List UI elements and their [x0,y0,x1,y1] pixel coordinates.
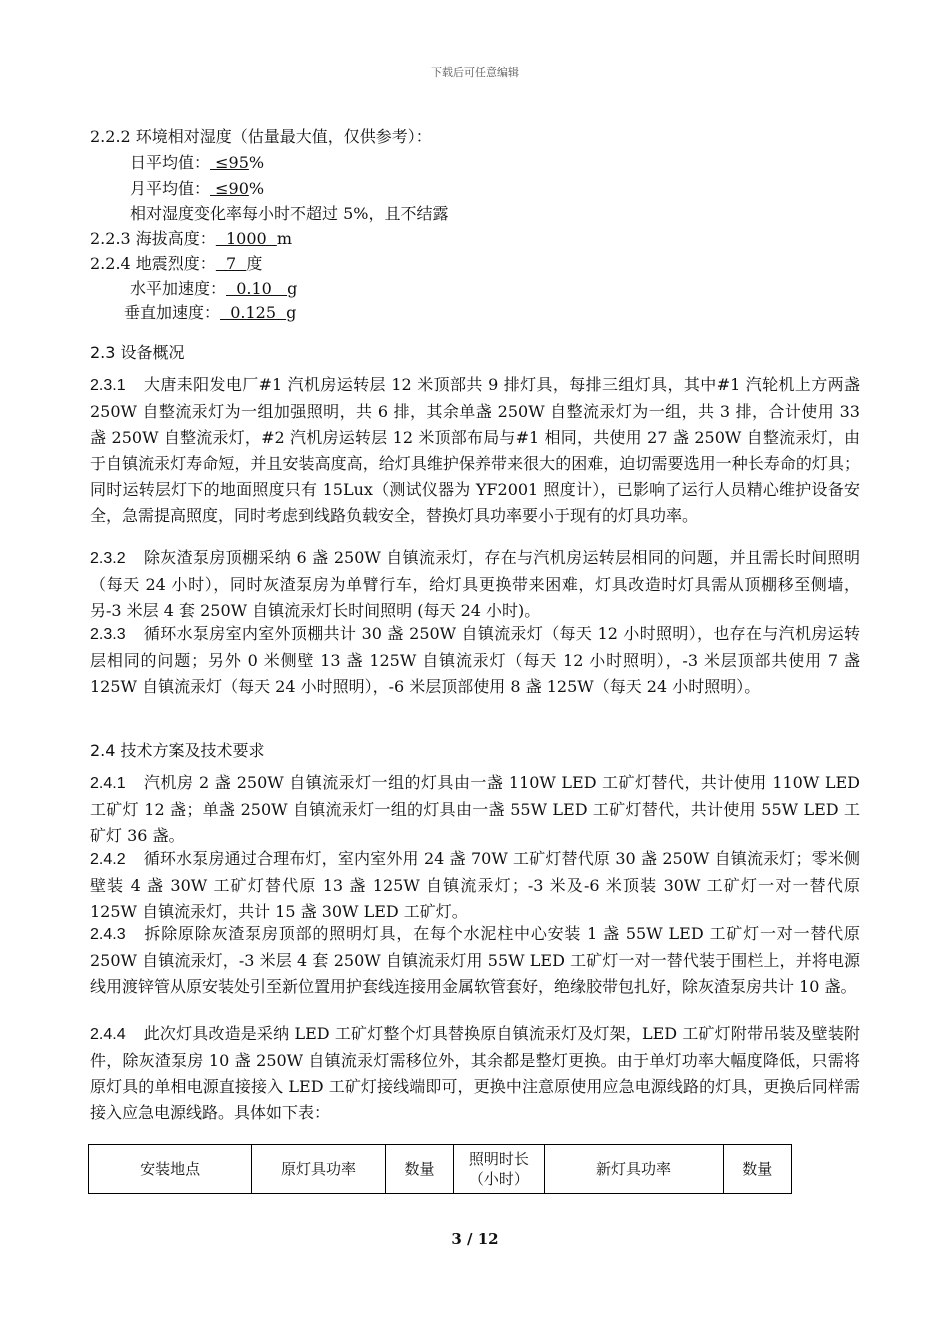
paragraph-number: 2.4.2 [90,851,126,868]
humidity-title: 2.2.2 环境相对湿度（估量最大值，仅供参考）： [90,127,432,146]
header-original-power: 原灯具功率 [252,1145,386,1194]
vertical-accel-unit: g [286,303,297,322]
section-2-3-heading: 2.3 设备概况 [90,343,185,362]
paragraph-text: 拆除原除灰渣泵房顶部的照明灯具，在每个水泥柱中心安装 1 盏 55W LED 工矿灯一对一替代原 250W 自镇流汞灯，-3 米层 4 套 250W 自镇流汞灯用 55W LED 工矿灯一对一替代装于围栏上，并将电源线用渡锌管从原安装处引至新位置用护套线连接用金属软管套好，绝缘胶带包扎好，除灰渣泵房共计 10 盏。 [90,924,860,996]
paragraph-2-4-1 [90,770,860,849]
humidity-monthly [130,179,264,199]
humidity-monthly-unit: % [248,179,265,198]
paragraph-number: 2.3.1 [90,377,126,394]
paragraph-2-3-1 [90,372,860,529]
page-header: 下载后可任意编辑 [431,66,519,79]
paragraph-2-3-3 [90,621,860,700]
humidity-rate-note: 相对湿度变化率每小时不超过 5%，且不结露 [130,204,449,223]
paragraph-text: 循环水泵房通过合理布灯，室内室外用 24 盏 70W 工矿灯替代原 30 盏 250W 自镇流汞灯；零米侧壁装 4 盏 30W 工矿灯替代原 13 盏 125W 自镇流汞灯；-3 米及-6 米顶装 30W 工矿灯一对一替代原 125W 自镇流汞灯，共计 15 盏 30W LED 工矿灯。 [90,849,860,921]
paragraph-number: 2.4.3 [90,926,126,943]
horizontal-accel-line [130,279,297,299]
paragraph-number: 2.4.1 [90,775,126,792]
paragraph-number: 2.3.2 [90,550,126,567]
header-lighting-hours: 照明时长 （小时） [454,1145,544,1194]
paragraph-2-4-3 [90,921,860,1000]
section-2-4-heading: 2.4 技术方案及技术要求 [90,741,265,760]
altitude-unit: m [276,229,293,248]
humidity-daily-label: 日平均值： [130,153,211,172]
page-number: 3 / 12 [451,1230,499,1248]
header-quantity: 数量 [385,1145,453,1194]
altitude-value: 1000 [215,229,277,248]
humidity-daily [130,153,264,173]
seismic-unit: 度 [246,254,263,273]
paragraph-2-3-2 [90,545,860,624]
humidity-daily-unit: % [248,153,265,172]
lamp-table [88,1144,792,1194]
paragraph-2-4-2 [90,846,860,925]
altitude-line [90,229,292,249]
vertical-accel-line [124,303,296,323]
seismic-value: 7 [215,254,247,273]
humidity-daily-value: ≤95 [210,153,249,172]
paragraph-text: 此次灯具改造是采纳 LED 工矿灯整个灯具替换原自镇流汞灯及灯架，LED 工矿灯附带吊装及壁装附件，除灰渣泵房 10 盏 250W 自镇流汞灯需移位外，其余都是整灯更换。由于单灯功率大幅度降低，只需将原灯具的单相电源直接接入 LED 工矿灯接线端即可，更换中注意原使用应急电源线路的灯具，更换后同样需接入应急电源线路。具体如下表： [90,1024,860,1122]
altitude-label: 2.2.3 海拔高度： [90,229,216,248]
header-new-power: 新灯具功率 [544,1145,723,1194]
horizontal-accel-label: 水平加速度： [130,279,227,298]
humidity-monthly-label: 月平均值： [130,179,211,198]
paragraph-number: 2.4.4 [90,1026,126,1043]
paragraph-text: 大唐耒阳发电厂#1 汽机房运转层 12 米顶部共 9 排灯具，每排三组灯具，其中#1 汽轮机上方两盏 250W 自整流汞灯为一组加强照明，共 6 排，其余单盏 250W 自整流汞灯为一组，共 3 排，合计使用 33 盏 250W 自整流汞灯，#2 汽机房运转层 12 米顶部布局与#1 相同，共使用 27 盏 250W 自整流汞灯，由于自镇流汞灯寿命短，并且安装高度高，给灯具维护保养带来很大的困难，迫切需要选用一种长寿命的灯具；同时运转层灯下的地面照度只有 15Lux（测试仪器为 YF2001 照度计），已影响了运行人员精心维护设备安全，急需提高照度，同时考虑到线路负载安全，替换灯具功率要小于现有的灯具功率。 [90,375,860,525]
vertical-accel-value: 0.125 [220,303,287,322]
paragraph-2-4-4 [90,1021,860,1126]
header-new-quantity: 数量 [723,1145,791,1194]
paragraph-text: 循环水泵房室内室外顶棚共计 30 盏 250W 自镇流汞灯（每天 12 小时照明），也存在与汽机房运转层相同的问题；另外 0 米侧壁 13 盏 125W 自镇流汞灯（每天 12 小时照明），-3 米层顶部共使用 7 盏 125W 自镇流汞灯（每天 24 小时照明），-6 米层顶部使用 8 盏 125W（每天 24 小时照明）。 [90,624,860,696]
seismic-line [90,254,262,274]
humidity-monthly-value: ≤90 [210,179,249,198]
horizontal-accel-value: 0.10 [226,279,288,298]
seismic-label: 2.2.4 地震烈度： [90,254,216,273]
horizontal-accel-unit: g [287,279,298,298]
header-install-location: 安装地点 [89,1145,252,1194]
paragraph-text: 汽机房 2 盏 250W 自镇流汞灯一组的灯具由一盏 110W LED 工矿灯替代，共计使用 110W LED 工矿灯 12 盏；单盏 250W 自镇流汞灯一组的灯具由一盏 55W LED 工矿灯替代，共计使用 55W LED 工矿灯 36 盏。 [90,773,860,845]
paragraph-number: 2.3.3 [90,626,126,643]
vertical-accel-label: 垂直加速度： [124,303,221,322]
paragraph-text: 除灰渣泵房顶棚采纳 6 盏 250W 自镇流汞灯，存在与汽机房运转层相同的问题，并且需长时间照明（每天 24 小时），同时灰渣泵房为单臂行车，给灯具更换带来困难，灯具改造时灯具需从顶棚移至侧墙，另-3 米层 4 套 250W 自镇流汞灯长时间照明 (每天 24 小时)。 [90,548,860,620]
table-header-row [89,1145,792,1194]
